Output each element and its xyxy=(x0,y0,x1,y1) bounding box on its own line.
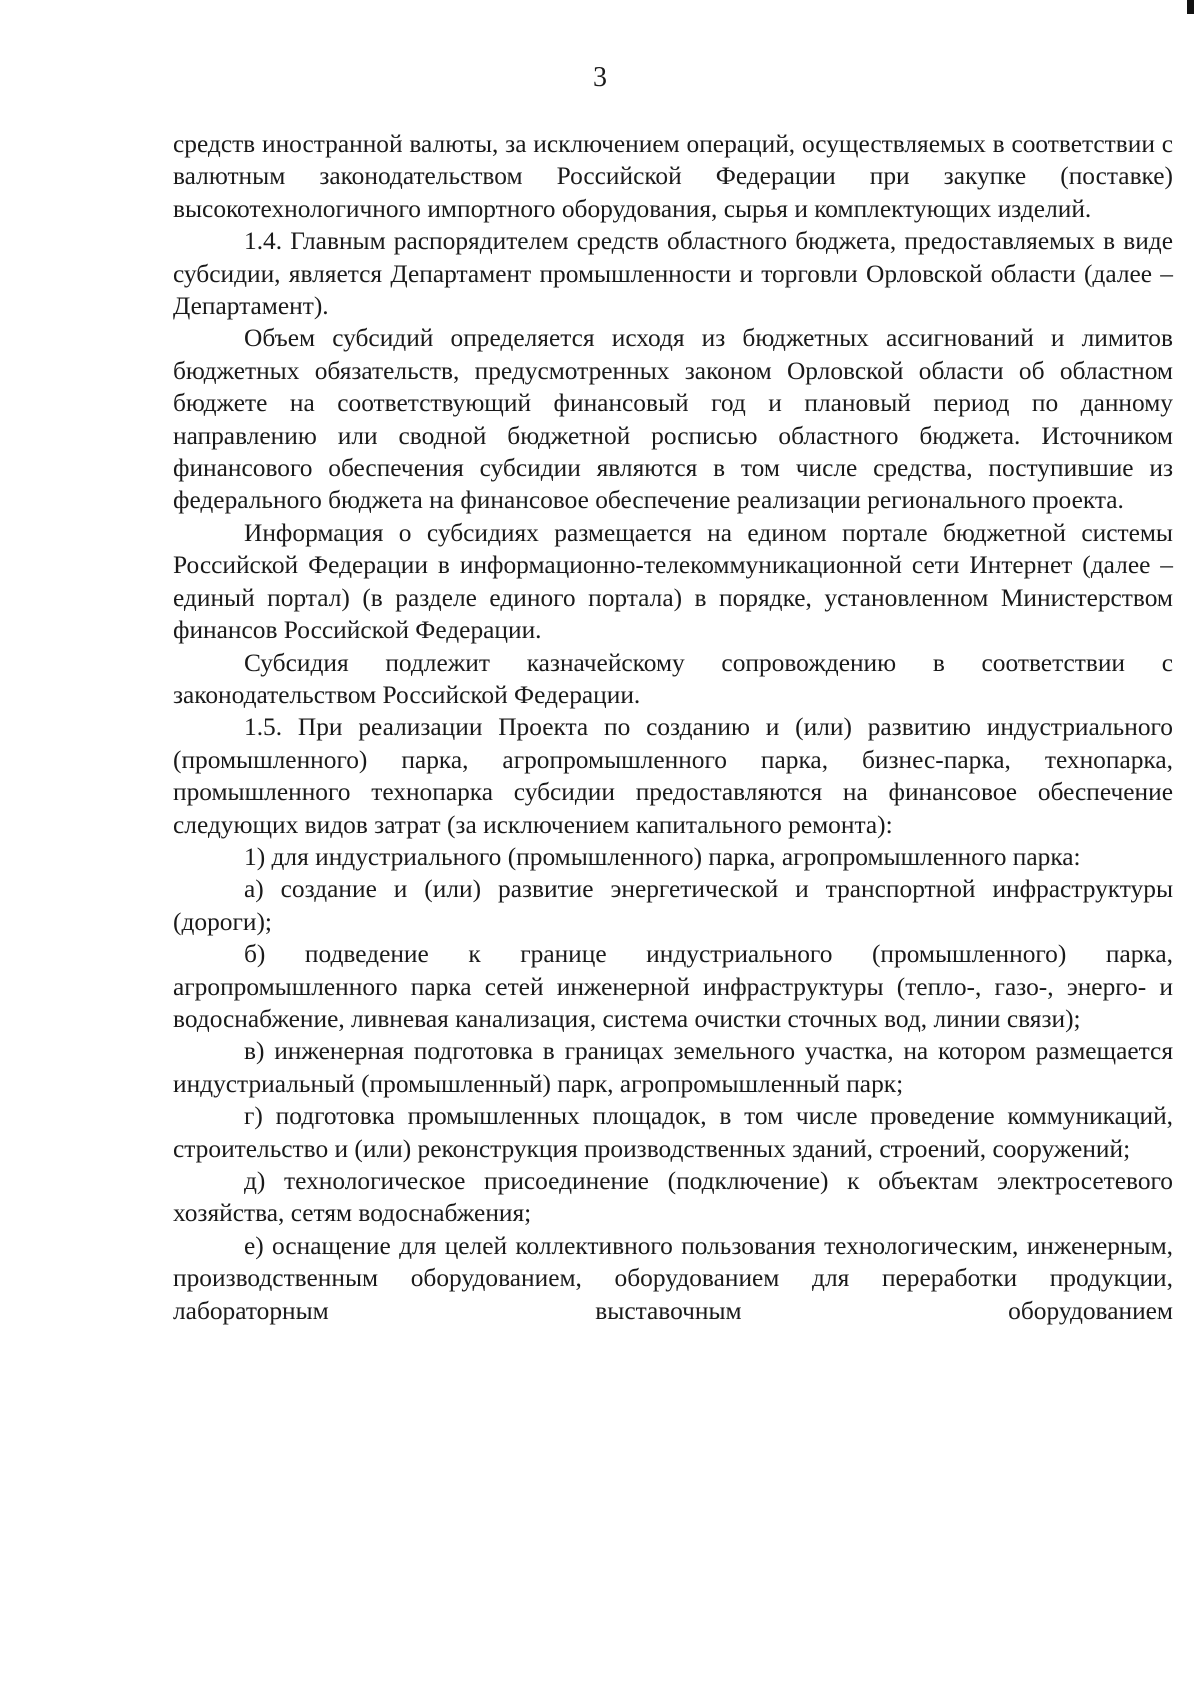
list-item-v: в) инженерная подготовка в границах земельного участка, на котором размещается индустриальный (промышленный) парк, агропромышленный парк; xyxy=(173,1037,1173,1098)
paragraph-1-5: 1.5. При реализации Проекта по созданию и (или) развитию индустриального (промышленного) парка, агропромышленного парка, бизнес-парка, технопарка, промышленного технопарка субсидии предоставляются на финансовое обеспечение следующих видов затрат (за исключением капитального ремонта): xyxy=(173,713,1173,839)
paragraph-treasury-support: Субсидия подлежит казначейскому сопровождению в соответствии с законодательством Российской Федерации. xyxy=(173,648,1173,709)
list-item-g: г) подготовка промышленных площадок, в том числе проведение коммуникаций, строительство и (или) реконструкция производственных зданий, строений, сооружений; xyxy=(173,1102,1173,1163)
document-body xyxy=(173,128,1173,1327)
paragraph-continuation: средств иностранной валюты, за исключением операций, осуществляемых в соответствии с валютным законодательством Российской Федерации при закупке (поставке) высокотехнологичного импортного оборудования, сырья и комплектующих изделий. xyxy=(173,130,1173,223)
page-number: 3 xyxy=(593,62,607,93)
list-item-b: б) подведение к границе индустриального (промышленного) парка, агропромышленного парка сетей инженерной инфраструктуры (тепло-, газо-, энерго- и водоснабжение, ливневая канализация, система очистки сточных вод, линии связи); xyxy=(173,940,1173,1033)
scan-edge-mark xyxy=(1187,0,1194,14)
paragraph-1-4: 1.4. Главным распорядителем средств областного бюджета, предоставляемых в виде субсидии, является Департамент промышленности и торговли Орловской области (далее – Департамент). xyxy=(173,227,1173,321)
list-item-1: 1) для индустриального (промышленного) парка, агропромышленного парка: xyxy=(244,842,1081,871)
paragraph-subsidy-volume: Объем субсидий определяется исходя из бюджетных ассигнований и лимитов бюджетных обязательств, предусмотренных законом Орловской области об областном бюджете на соответствующий финансовый год и плановый период по данному направлению или сводной бюджетной росписью областного бюджета. Источником финансового обеспечения субсидии являются в том числе средства, поступившие из федерального бюджета на финансовое обеспечение реализации регионального проекта. xyxy=(173,324,1173,515)
paragraph-portal-info: Информация о субсидиях размещается на едином портале бюджетной системы Российской Федерации в информационно-телекоммуникационной сети Интернет (далее – единый портал) (в разделе единого портала) в порядке, установленном Министерством финансов Российской Федерации. xyxy=(173,518,1173,645)
list-item-e: е) оснащение для целей коллективного пользования технологическим, инженерным, производственным оборудованием, оборудованием для переработки продукции, лабораторным выставочным оборудованием xyxy=(173,1231,1173,1325)
list-item-d: д) технологическое присоединение (подключение) к объектам электросетевого хозяйства, сетям водоснабжения; xyxy=(173,1167,1173,1228)
list-item-a: а) создание и (или) развитие энергетической и транспортной инфраструктуры (дороги); xyxy=(173,875,1173,936)
